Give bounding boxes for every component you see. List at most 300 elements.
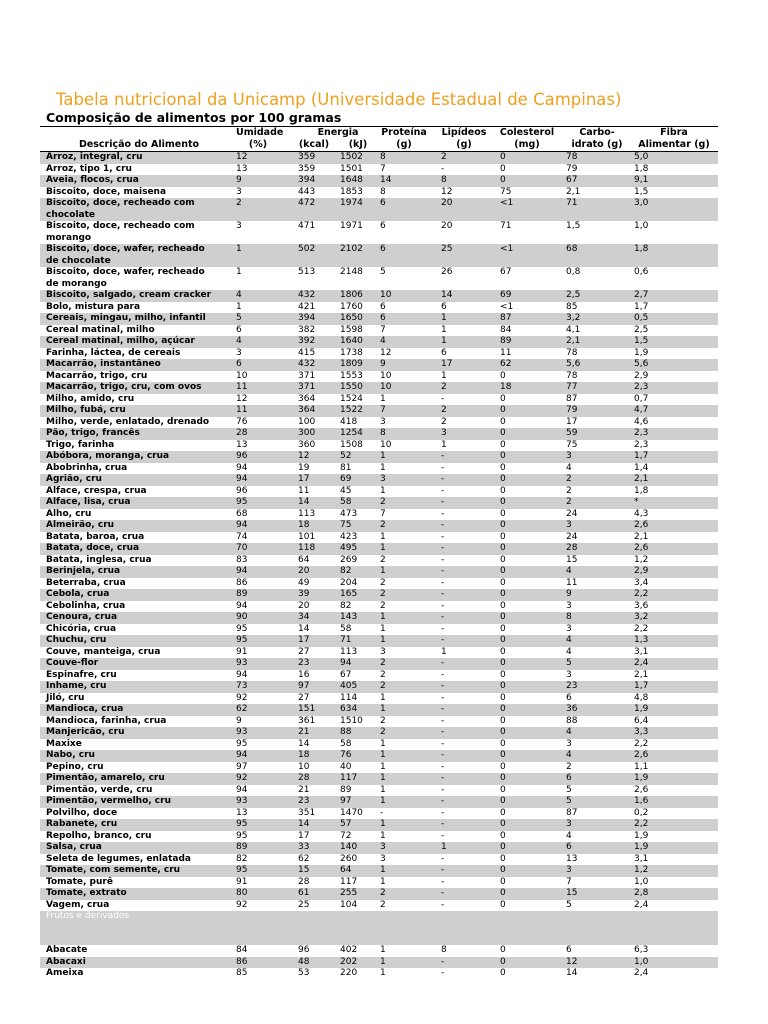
cell-kcal: 19 (298, 462, 310, 473)
cell-proteina: 7 (380, 324, 386, 335)
table-row (40, 175, 718, 187)
cell-fibra: 1,3 (634, 635, 649, 645)
cell-lipideos: - (441, 761, 445, 772)
table-row (40, 313, 718, 325)
cell-umidade: 4 (236, 290, 242, 300)
cell-fibra: 1,9 (634, 842, 649, 852)
cell-descricao: Polvilho, doce (46, 807, 118, 818)
cell-kcal: 443 (298, 186, 316, 197)
cell-umidade: 6 (236, 359, 242, 369)
cell-kcal: 364 (298, 405, 316, 415)
cell-kcal: 15 (298, 865, 310, 875)
cell-kcal: 96 (298, 945, 310, 955)
cell-kcal: 472 (298, 198, 316, 208)
cell-fibra: 1,4 (634, 462, 649, 473)
table-row (40, 658, 718, 670)
cell-kj: 1974 (340, 198, 363, 208)
cell-descricao: Pimentão, amarelo, cru (46, 773, 165, 783)
cell-kcal: 371 (298, 370, 316, 381)
cell-proteina: 2 (380, 715, 386, 726)
cell-kj: 69 (340, 474, 352, 484)
cell-carboidrato: 2 (566, 485, 572, 496)
cell-umidade: 91 (236, 876, 248, 887)
table-row (40, 428, 718, 440)
cell-carboidrato: 0,8 (566, 267, 581, 277)
cell-kj: 2102 (340, 244, 363, 254)
cell-kj: 1760 (340, 301, 363, 312)
cell-colesterol: 0 (500, 520, 506, 530)
cell-proteina: 1 (380, 692, 386, 703)
cell-kj: 2148 (340, 267, 363, 277)
cell-fibra: 1,2 (634, 554, 649, 565)
cell-proteina: 8 (380, 186, 386, 197)
cell-descricao: Biscoito, doce, wafer, recheado de morango (46, 267, 205, 289)
cell-umidade: 94 (236, 669, 248, 680)
cell-proteina: 2 (380, 658, 386, 668)
table-row (40, 957, 718, 969)
header-fibra: Fibra (660, 127, 688, 138)
table-row (40, 681, 718, 693)
cell-lipideos: 2 (441, 405, 447, 415)
cell-descricao: Abobrinha, crua (46, 462, 128, 473)
cell-umidade: 2 (236, 198, 242, 208)
cell-carboidrato: 75 (566, 439, 578, 450)
header-energia: Energia (317, 127, 359, 138)
cell-lipideos: - (441, 830, 445, 841)
cell-kj: 76 (340, 750, 352, 760)
cell-kcal: 97 (298, 681, 310, 691)
cell-kcal: 34 (298, 612, 310, 622)
cell-lipideos: - (441, 566, 445, 576)
cell-lipideos: - (441, 853, 445, 864)
cell-umidade: 93 (236, 658, 248, 668)
cell-proteina: 1 (380, 612, 386, 622)
cell-kj: 1809 (340, 359, 363, 369)
cell-colesterol: 0 (500, 439, 506, 450)
header-descricao: Descrição do Alimento (78, 139, 200, 150)
cell-descricao: Aveia, flocos, crua (46, 175, 139, 185)
cell-colesterol: 0 (500, 428, 506, 438)
cell-proteina: 10 (380, 290, 392, 300)
cell-lipideos: - (441, 451, 445, 461)
cell-colesterol: 0 (500, 945, 506, 955)
cell-lipideos: - (441, 658, 445, 668)
cell-umidade: 93 (236, 727, 248, 737)
cell-colesterol: 0 (500, 956, 506, 967)
cell-fibra: 6,4 (634, 715, 649, 726)
cell-kj: 1971 (340, 221, 363, 231)
cell-colesterol: 0 (500, 692, 506, 703)
cell-kj: 40 (340, 761, 352, 772)
cell-fibra: 2,8 (634, 888, 649, 898)
cell-fibra: 3,1 (634, 646, 649, 657)
cell-fibra: 0,2 (634, 807, 649, 818)
cell-kj: 1553 (340, 370, 363, 381)
header-energia-kcal: (kcal) (298, 139, 330, 150)
cell-carboidrato: 13 (566, 853, 578, 864)
cell-proteina: 6 (380, 221, 386, 231)
table-row (40, 198, 718, 221)
cell-umidade: 89 (236, 842, 248, 852)
cell-kcal: 394 (298, 175, 316, 185)
cell-proteina: 5 (380, 267, 386, 277)
cell-kj: 165 (340, 589, 358, 599)
cell-fibra: 1,1 (634, 761, 649, 772)
cell-kcal: 33 (298, 842, 310, 852)
table-row (40, 612, 718, 624)
cell-descricao: Seleta de legumes, enlatada (46, 853, 191, 864)
cell-carboidrato: 28 (566, 543, 578, 553)
cell-colesterol: 0 (500, 600, 506, 611)
cell-proteina: 1 (380, 750, 386, 760)
cell-proteina: 1 (380, 865, 386, 875)
cell-colesterol: 89 (500, 336, 512, 346)
cell-carboidrato: 3 (566, 623, 572, 634)
table-row (40, 336, 718, 348)
cell-lipideos: - (441, 462, 445, 473)
cell-kj: 1524 (340, 393, 363, 404)
cell-colesterol: 0 (500, 853, 506, 864)
table-row (40, 267, 718, 290)
cell-colesterol: 0 (500, 635, 506, 645)
cell-fibra: 2,2 (634, 623, 649, 634)
cell-fibra: 1,9 (634, 704, 649, 714)
cell-carboidrato: 4 (566, 566, 572, 576)
cell-colesterol: 0 (500, 842, 506, 852)
cell-fibra: 1,5 (634, 336, 649, 346)
cell-fibra: 2,3 (634, 382, 649, 392)
table-row (40, 302, 718, 314)
cell-carboidrato: 78 (566, 370, 578, 381)
cell-colesterol: <1 (500, 198, 514, 208)
cell-lipideos: - (441, 738, 445, 749)
cell-kcal: 360 (298, 439, 316, 450)
cell-colesterol: 0 (500, 543, 506, 553)
cell-proteina: 2 (380, 577, 386, 588)
cell-umidade: 13 (236, 807, 248, 818)
cell-descricao: Mandioca, crua (46, 704, 124, 714)
cell-proteina: 7 (380, 508, 386, 519)
cell-kj: 1254 (340, 428, 363, 438)
cell-kcal: 20 (298, 566, 310, 576)
cell-kcal: 300 (298, 428, 316, 438)
cell-proteina: 1 (380, 566, 386, 576)
table-row (40, 417, 718, 429)
cell-proteina: 8 (380, 152, 386, 162)
cell-proteina: 3 (380, 853, 386, 864)
cell-umidade: 94 (236, 462, 248, 473)
nutrition-table (40, 126, 718, 980)
cell-descricao: Biscoito, doce, recheado com chocolate (46, 198, 195, 220)
cell-kj: 113 (340, 646, 358, 657)
cell-colesterol: 0 (500, 830, 506, 841)
cell-fibra: 3,3 (634, 727, 649, 737)
cell-kj: 67 (340, 669, 352, 680)
cell-umidade: 96 (236, 451, 248, 461)
cell-descricao: Milho, fubá, cru (46, 405, 126, 415)
table-row (40, 221, 718, 244)
cell-kcal: 14 (298, 623, 310, 634)
cell-colesterol: 0 (500, 416, 506, 427)
cell-kj: 89 (340, 784, 352, 795)
cell-descricao: Salsa, crua (46, 842, 102, 852)
cell-colesterol: 0 (500, 865, 506, 875)
table-row (40, 854, 718, 866)
cell-kcal: 17 (298, 474, 310, 484)
cell-lipideos: 20 (441, 198, 453, 208)
cell-kcal: 415 (298, 347, 316, 358)
cell-descricao: Couve, manteiga, crua (46, 646, 161, 657)
cell-proteina: 1 (380, 635, 386, 645)
cell-fibra: 6,3 (634, 945, 649, 955)
cell-fibra: 3,6 (634, 600, 649, 611)
cell-kcal: 21 (298, 784, 310, 795)
cell-colesterol: 69 (500, 290, 512, 300)
cell-colesterol: 0 (500, 485, 506, 496)
cell-carboidrato: 2 (566, 761, 572, 772)
cell-umidade: 68 (236, 508, 248, 519)
cell-kcal: 118 (298, 543, 316, 553)
cell-fibra: 0,5 (634, 313, 649, 323)
cell-proteina: 1 (380, 956, 386, 967)
cell-descricao: Rabanete, cru (46, 819, 118, 829)
cell-carboidrato: 5 (566, 796, 572, 806)
cell-umidade: 6 (236, 324, 242, 335)
cell-carboidrato: 4 (566, 635, 572, 645)
cell-descricao: Arroz, integral, cru (46, 152, 143, 162)
cell-kcal: 361 (298, 715, 316, 726)
cell-proteina: 1 (380, 393, 386, 404)
cell-descricao: Abacaxi (46, 956, 86, 967)
cell-carboidrato: 6 (566, 842, 572, 852)
cell-carboidrato: 8 (566, 612, 572, 622)
cell-lipideos: - (441, 531, 445, 542)
header-carboidrato-unit: idrato (g) (571, 139, 623, 150)
cell-carboidrato: 78 (566, 347, 578, 358)
cell-descricao: Tomate, purê (46, 876, 113, 887)
cell-carboidrato: 79 (566, 163, 578, 174)
cell-lipideos: - (441, 715, 445, 726)
cell-lipideos: - (441, 784, 445, 795)
cell-proteina: 2 (380, 497, 386, 507)
cell-descricao: Pimentão, vermelho, cru (46, 796, 171, 806)
cell-fibra: 2,9 (634, 566, 649, 576)
cell-lipideos: - (441, 600, 445, 611)
cell-fibra: 2,1 (634, 669, 649, 680)
cell-lipideos: 2 (441, 382, 447, 392)
cell-proteina: 8 (380, 428, 386, 438)
header-fibra-unit: Alimentar (g) (638, 139, 710, 150)
cell-fibra: 1,0 (634, 221, 649, 231)
cell-kcal: 113 (298, 508, 316, 519)
cell-umidade: 86 (236, 956, 248, 967)
cell-carboidrato: 7 (566, 876, 572, 887)
table-row (40, 911, 718, 945)
cell-descricao: Pepino, cru (46, 761, 104, 772)
table-row (40, 739, 718, 751)
table-row (40, 451, 718, 463)
cell-kj: 58 (340, 738, 352, 749)
cell-proteina: 9 (380, 359, 386, 369)
cell-descricao: Alho, cru (46, 508, 92, 519)
cell-lipideos: 2 (441, 152, 447, 162)
cell-colesterol: 0 (500, 370, 506, 381)
cell-lipideos: 1 (441, 336, 447, 346)
table-row (40, 819, 718, 831)
cell-kj: 58 (340, 497, 352, 507)
cell-kj: 1522 (340, 405, 363, 415)
cell-lipideos: 25 (441, 244, 453, 254)
cell-umidade: 9 (236, 715, 242, 726)
cell-proteina: 3 (380, 842, 386, 852)
cell-kj: 418 (340, 416, 358, 427)
cell-carboidrato: 4 (566, 646, 572, 657)
cell-kj: 202 (340, 956, 358, 967)
cell-kcal: 471 (298, 221, 316, 231)
cell-kcal: 16 (298, 669, 310, 680)
cell-colesterol: 18 (500, 382, 512, 392)
cell-umidade: 95 (236, 497, 248, 507)
cell-proteina: 2 (380, 899, 386, 910)
cell-proteina: 2 (380, 888, 386, 898)
cell-proteina: 1 (380, 451, 386, 461)
cell-kcal: 28 (298, 876, 310, 887)
cell-colesterol: 0 (500, 577, 506, 588)
cell-kcal: 48 (298, 956, 310, 967)
cell-umidade: 94 (236, 750, 248, 760)
cell-umidade: 3 (236, 221, 242, 231)
cell-descricao: Batata, inglesa, crua (46, 554, 152, 565)
cell-proteina: 10 (380, 439, 392, 450)
cell-colesterol: 0 (500, 393, 506, 404)
cell-fibra: 2,2 (634, 589, 649, 599)
cell-lipideos: 1 (441, 842, 447, 852)
cell-descricao: Macarrão, trigo, cru, com ovos (46, 382, 202, 392)
cell-kj: 57 (340, 819, 352, 829)
cell-carboidrato: 78 (566, 152, 578, 162)
cell-kj: 473 (340, 508, 358, 519)
cell-colesterol: 0 (500, 531, 506, 542)
cell-carboidrato: 6 (566, 773, 572, 783)
cell-lipideos: - (441, 865, 445, 875)
cell-colesterol: 0 (500, 738, 506, 749)
cell-lipideos: - (441, 474, 445, 484)
cell-kj: 114 (340, 692, 358, 703)
cell-fibra: 1,9 (634, 773, 649, 783)
cell-proteina: 6 (380, 198, 386, 208)
cell-fibra: 5,0 (634, 152, 649, 162)
table-row (40, 359, 718, 371)
cell-proteina: 2 (380, 600, 386, 611)
table-row (40, 900, 718, 912)
cell-lipideos: - (441, 163, 445, 174)
cell-fibra: 2,6 (634, 784, 649, 795)
cell-kcal: 11 (298, 485, 310, 496)
cell-kcal: 23 (298, 796, 310, 806)
cell-umidade: 95 (236, 635, 248, 645)
cell-lipideos: - (441, 681, 445, 691)
cell-proteina: 6 (380, 301, 386, 312)
cell-umidade: 10 (236, 370, 248, 381)
table-row (40, 750, 718, 762)
cell-fibra: 4,3 (634, 508, 649, 519)
cell-descricao: Almeirão, cru (46, 520, 115, 530)
cell-proteina: 10 (380, 370, 392, 381)
cell-fibra: 1,5 (634, 186, 649, 197)
cell-colesterol: 0 (500, 773, 506, 783)
cell-descricao: Repolho, branco, cru (46, 830, 152, 841)
cell-carboidrato: 2 (566, 497, 572, 507)
cell-colesterol: 0 (500, 796, 506, 806)
cell-colesterol: 0 (500, 727, 506, 737)
cell-kcal: 371 (298, 382, 316, 392)
table-row (40, 405, 718, 417)
cell-colesterol: 0 (500, 807, 506, 818)
table-row (40, 440, 718, 452)
table-row (40, 945, 718, 957)
cell-umidade: 4 (236, 336, 242, 346)
cell-lipideos: 1 (441, 324, 447, 335)
cell-descricao: Batata, baroa, crua (46, 531, 145, 542)
page-title: Tabela nutricional da Unicamp (Universidade Estadual de Campinas) (56, 90, 622, 109)
cell-fibra: 2,4 (634, 968, 649, 978)
cell-fibra: 1,7 (634, 301, 649, 312)
table-row (40, 693, 718, 705)
cell-carboidrato: 2,1 (566, 186, 581, 197)
cell-descricao: Cereal matinal, milho (46, 324, 155, 335)
cell-kcal: 61 (298, 888, 310, 898)
cell-proteina: 6 (380, 313, 386, 323)
cell-kcal: 359 (298, 163, 316, 174)
cell-carboidrato: 1,5 (566, 221, 581, 231)
cell-lipideos: - (441, 807, 445, 818)
cell-fibra: 2,4 (634, 658, 649, 668)
cell-umidade: 94 (236, 600, 248, 611)
cell-proteina: 2 (380, 589, 386, 599)
cell-fibra: 2,1 (634, 474, 649, 484)
cell-kj: 423 (340, 531, 358, 542)
cell-proteina: 1 (380, 738, 386, 749)
cell-descricao: Cebolinha, crua (46, 600, 126, 611)
cell-lipideos: - (441, 692, 445, 703)
cell-proteina: 1 (380, 623, 386, 634)
cell-carboidrato: 5 (566, 784, 572, 795)
cell-umidade: 90 (236, 612, 248, 622)
cell-lipideos: - (441, 508, 445, 519)
cell-umidade: 86 (236, 577, 248, 588)
cell-kj: 260 (340, 853, 358, 864)
cell-lipideos: - (441, 554, 445, 565)
cell-descricao: Biscoito, salgado, cream cracker (46, 290, 212, 300)
cell-kj: 1510 (340, 715, 363, 726)
cell-kj: 1508 (340, 439, 363, 450)
cell-carboidrato: 87 (566, 807, 578, 818)
cell-kj: 143 (340, 612, 358, 622)
cell-descricao: Cereal matinal, milho, açúcar (46, 336, 195, 346)
cell-carboidrato: 88 (566, 715, 578, 726)
cell-lipideos: - (441, 485, 445, 496)
cell-proteina: - (380, 807, 384, 818)
cell-proteina: 3 (380, 474, 386, 484)
cell-kj: 1853 (340, 186, 363, 197)
cell-kcal: 18 (298, 520, 310, 530)
cell-descricao: Chicória, crua (46, 623, 117, 634)
cell-umidade: 89 (236, 589, 248, 599)
cell-fibra: 3,4 (634, 577, 649, 588)
cell-umidade: 84 (236, 945, 248, 955)
cell-carboidrato: 59 (566, 428, 578, 438)
cell-kj: 1550 (340, 382, 363, 392)
